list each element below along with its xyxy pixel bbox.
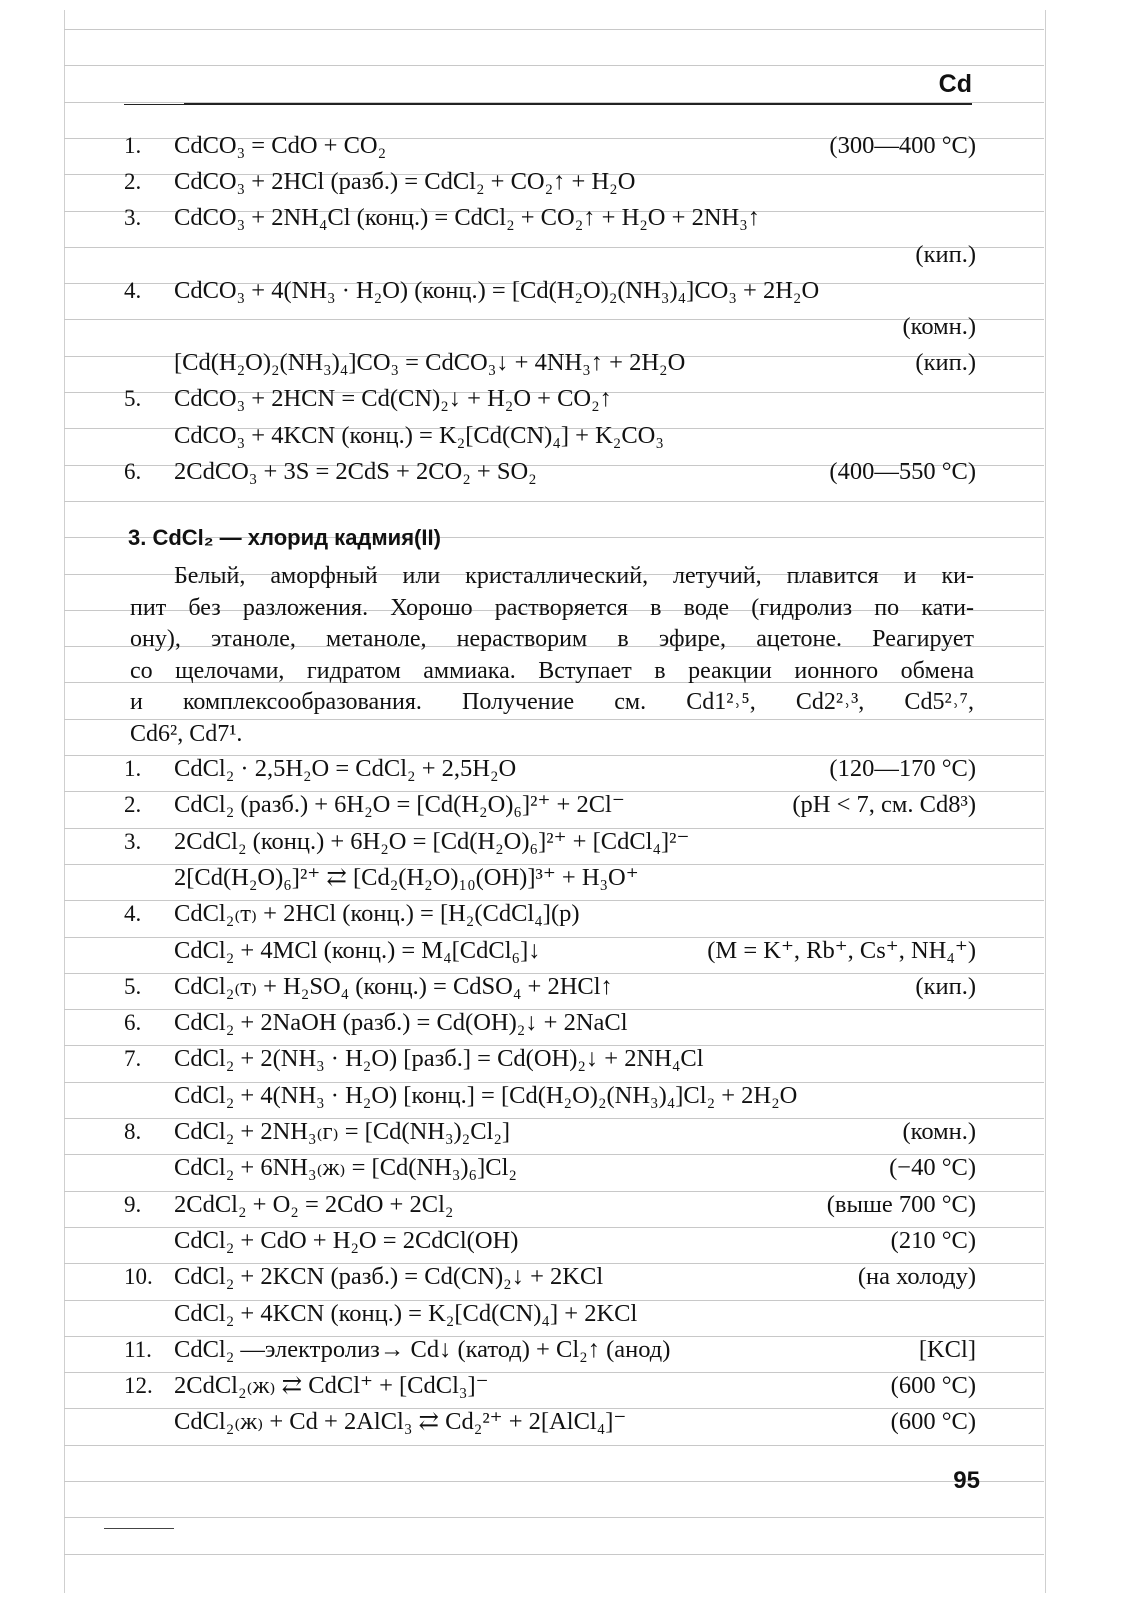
reaction-equation: CdCl₂ + 2KCN (разб.) = Cd(CN)₂↓ + 2KCl: [174, 1263, 604, 1291]
reaction-number: 4.: [124, 277, 142, 303]
reaction-equation: CdCl₂ + 2NaOH (разб.) = Cd(OH)₂↓ + 2NaCl: [174, 1009, 628, 1037]
description-line: ону), этаноле, метаноле, нерастворим в эфире, ацетоне. Реагирует: [130, 626, 974, 652]
reaction-row: [124, 1114, 976, 1150]
reaction-number: 10.: [124, 1264, 153, 1290]
reaction-row: [124, 1259, 976, 1295]
description-line: со щелочами, гидратом аммиака. Вступает в реакции ионного обмена: [130, 657, 974, 684]
reaction-number: 5.: [124, 386, 142, 412]
running-head: Cd: [938, 70, 972, 98]
reaction-equation: CdCl₂₍т₎ + H₂SO₄ (конц.) = CdSO₄ + 2HCl↑: [174, 972, 613, 1000]
reaction-condition: (выше 700 °C): [826, 1190, 976, 1218]
description-line: Белый, аморфный или кристаллический, летучий, плавится и ки-: [174, 563, 974, 589]
reaction-condition: (кип.): [915, 349, 976, 377]
reaction-equation: CdCO₃ + 2HCl (разб.) = CdCl₂ + CO₂↑ + H₂O: [174, 168, 636, 196]
reaction-row: [124, 273, 976, 309]
reaction-number: 3.: [124, 205, 142, 231]
reaction-row: [124, 1187, 976, 1223]
page-number: 95: [953, 1467, 980, 1494]
section-description: [130, 561, 974, 750]
reaction-condition: (на холоду): [857, 1263, 976, 1291]
reaction-equation: 2[Cd(H₂O)₆]²⁺ ⇄ [Cd₂(H₂O)₁₀(OH)]³⁺ + H₃O⁺: [174, 863, 639, 891]
reaction-number: 6.: [124, 1010, 142, 1036]
reaction-condition: (120—170 °C): [829, 755, 976, 782]
reaction-equation: CdCO₃ + 2HCN = Cd(CN)₂↓ + H₂O + CO₂↑: [174, 385, 612, 413]
reaction-condition: (600 °C): [890, 1372, 976, 1400]
reaction-condition: (210 °C): [890, 1226, 976, 1254]
reaction-equation: CdCl₂ + 2(NH₃ · H₂O) [разб.] = Cd(OH)₂↓ + 2NH₄Cl: [174, 1045, 704, 1073]
reaction-row: [124, 418, 976, 454]
reaction-equation: CdCO₃ = CdO + CO₂: [174, 132, 387, 159]
reaction-row: [124, 454, 976, 490]
reaction-number: 7.: [124, 1046, 142, 1072]
reaction-equation: CdCl₂ + 4KCN (конц.) = K₂[Cd(CN)₄] + 2KCl: [174, 1299, 638, 1327]
section-title: 3. CdCl₂ — хлорид кадмия(II): [128, 525, 441, 550]
reaction-equation: CdCO₃ + 4KCN (конц.) = K₂[Cd(CN)₄] + K₂CO₃: [174, 421, 664, 449]
reaction-number: 1.: [124, 756, 142, 781]
reaction-equation: CdCl₂₍ж₎ + Cd + 2AlCl₃ ⇄ Cd₂²⁺ + 2[AlCl₄]⁻: [174, 1408, 627, 1436]
reaction-row: [124, 1368, 976, 1404]
reaction-equation: CdCl₂ + 4(NH₃ · H₂O) [конц.] = [Cd(H₂O)₂(NH₃)₄]Cl₂ + 2H₂O: [174, 1081, 798, 1109]
reaction-number: 11.: [124, 1336, 152, 1362]
reaction-equation: 2CdCO₃ + 3S = 2CdS + 2CO₂ + SO₂: [174, 457, 537, 485]
reaction-row: [124, 381, 976, 417]
reaction-equation: 2CdCl₂₍ж₎ ⇄ CdCl⁺ + [CdCl₃]⁻: [174, 1372, 489, 1400]
reaction-equation: CdCl₂ + 2NH₃₍г₎ = [Cd(NH₃)₂Cl₂]: [174, 1118, 511, 1145]
reaction-row: [124, 1150, 976, 1186]
reaction-number: 5.: [124, 973, 142, 999]
reaction-equation: CdCO₃ + 4(NH₃ · H₂O) (конц.) = [Cd(H₂O)₂(NH₃)₄]CO₃ + 2H₂O: [174, 276, 820, 304]
reaction-row: [124, 1078, 976, 1114]
reaction-equation: [Cd(H₂O)₂(NH₃)₄]CO₃ = CdCO₃↓ + 4NH₃↑ + 2H₂O: [174, 349, 686, 377]
reaction-condition: (600 °C): [890, 1408, 976, 1436]
reaction-condition: (комн.): [902, 1118, 976, 1145]
reaction-row: [124, 969, 976, 1005]
reaction-number: 2.: [124, 792, 142, 818]
description-line: пит без разложения. Хорошо растворяется в воде (гидролиз по кати-: [130, 594, 974, 621]
reaction-equation: CdCl₂ · 2,5H₂O = CdCl₂ + 2,5H₂O: [174, 755, 517, 782]
reaction-number: 3.: [124, 828, 142, 854]
reaction-row: [124, 237, 976, 273]
reaction-equation: CdCl₂ (разб.) + 6H₂O = [Cd(H₂O)₆]²⁺ + 2Cl⁻: [174, 791, 625, 819]
reaction-condition: (кип.): [915, 972, 976, 1000]
reaction-equation: 2CdCl₂ (конц.) + 6H₂O = [Cd(H₂O)₆]²⁺ + [CdCl₄]²⁻: [174, 827, 690, 855]
reaction-equation: 2CdCl₂ + O₂ = 2CdO + 2Cl₂: [174, 1190, 454, 1218]
reaction-row: [124, 824, 976, 860]
reaction-condition: (кип.): [915, 240, 976, 268]
reaction-number: 2.: [124, 169, 142, 195]
reaction-row: [124, 128, 976, 164]
reaction-number: 12.: [124, 1373, 153, 1399]
reaction-condition: [KCl]: [918, 1335, 976, 1363]
reaction-equation: CdCl₂ + CdO + H₂O = 2CdCl(OH): [174, 1226, 519, 1254]
reaction-row: [124, 1005, 976, 1041]
reaction-number: 8.: [124, 1119, 142, 1144]
reaction-row: [124, 1041, 976, 1077]
reaction-condition: (комн.): [902, 313, 976, 340]
reaction-number: 1.: [124, 133, 142, 158]
reaction-condition: (300—400 °C): [829, 132, 976, 159]
reaction-equation: CdCO₃ + 2NH₄Cl (конц.) = CdCl₂ + CO₂↑ + H₂O + 2NH₃↑: [174, 204, 760, 232]
description-line: Cd6², Cd7¹.: [130, 720, 243, 747]
reaction-row: [124, 896, 976, 932]
reaction-number: 6.: [124, 458, 142, 484]
reaction-equation: CdCl₂ + 6NH₃₍ж₎ = [Cd(NH₃)₆]Cl₂: [174, 1154, 517, 1182]
reaction-row: [124, 164, 976, 200]
reaction-row: [124, 787, 976, 823]
reaction-row: [124, 1332, 976, 1368]
reaction-row: [124, 860, 976, 896]
reaction-condition: (400—550 °C): [829, 457, 976, 485]
reaction-row: [124, 200, 976, 236]
reaction-equation: CdCl₂ + 4MCl (конц.) = M₄[CdCl₆]↓: [174, 936, 541, 964]
description-line: и комплексообразования. Получение см. Cd1²˒⁵, Cd2²˒³, Cd5²˒⁷,: [130, 689, 974, 715]
reaction-condition: (M = K⁺, Rb⁺, Cs⁺, NH₄⁺): [707, 936, 976, 964]
reaction-number: 4.: [124, 901, 142, 927]
reaction-row: [124, 751, 976, 787]
reaction-number: 9.: [124, 1191, 142, 1217]
reaction-row: [124, 1404, 976, 1440]
footer-rule: [104, 1528, 174, 1529]
reaction-row: [124, 1296, 976, 1332]
reaction-row: [124, 309, 976, 345]
reaction-equation: CdCl₂₍т₎ + 2HCl (конц.) = [H₂(CdCl₄](р): [174, 900, 580, 928]
reaction-row: [124, 933, 976, 969]
reaction-condition: (−40 °C): [889, 1154, 976, 1182]
reaction-row: [124, 1223, 976, 1259]
reaction-condition: (pH < 7, см. Cd8³): [792, 791, 976, 819]
reaction-row: [124, 345, 976, 381]
reaction-equation: CdCl₂ —электролиз→ Cd↓ (катод) + Cl₂↑ (анод): [174, 1335, 671, 1363]
